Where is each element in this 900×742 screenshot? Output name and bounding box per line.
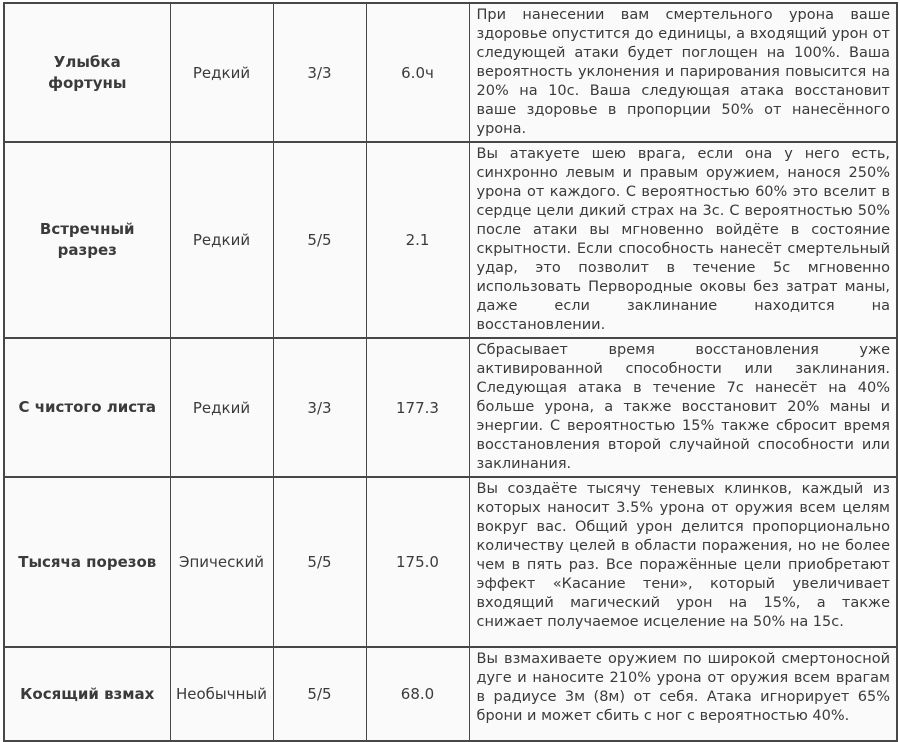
ability-description: Вы взмахиваете оружием по широкой смертоносной дуге и наносите 210% урона от оружия всем врагам в радиусе 3м (8м) от себя. Атака игнорирует 65% брони и может сбить с ног с вероятностью 40%.	[469, 647, 897, 741]
ability-rarity: Необычный	[170, 647, 273, 741]
ability-rank: 3/3	[273, 338, 366, 477]
abilities-table-container	[3, 2, 898, 742]
ability-rarity: Редкий	[170, 3, 273, 142]
ability-rank: 5/5	[273, 142, 366, 338]
ability-cooldown: 2.1	[366, 142, 469, 338]
table-row	[4, 338, 897, 477]
ability-description: Сбрасывает время восстановления уже активированной способности или заклинания. Следующая атака в течение 7с нанесёт на 40% больше урона, а также восстановит 20% маны и энергии. С вероятностью 15% также сбросит время восстановления второй случайной способности или заклинания.	[469, 338, 897, 477]
table-row	[4, 477, 897, 647]
ability-name: Тысяча порезов	[4, 477, 170, 647]
ability-name: Косящий взмах	[4, 647, 170, 741]
abilities-table	[3, 2, 898, 742]
ability-name: С чистого листа	[4, 338, 170, 477]
ability-name: Улыбка фортуны	[4, 3, 170, 142]
table-row	[4, 142, 897, 338]
ability-name: Встречный разрез	[4, 142, 170, 338]
table-row	[4, 647, 897, 741]
ability-rarity: Эпический	[170, 477, 273, 647]
table-row	[4, 3, 897, 142]
ability-description: Вы создаёте тысячу теневых клинков, каждый из которых наносит 3.5% урона от оружия всем целям вокруг вас. Общий урон делится пропорционально количеству целей в области поражения, но не более чем в пять раз. Все поражённые цели приобретают эффект «Касание тени», который увеличивает входящий магический урон на 15%, а также снижает получаемое исцеление на 50% на 15с.	[469, 477, 897, 647]
ability-cooldown: 177.3	[366, 338, 469, 477]
ability-description: Вы атакуете шею врага, если она у него есть, синхронно левым и правым оружием, нанося 250% урона от каждого. С вероятностью 60% это вселит в сердце цели дикий страх на 3с. С вероятностью 50% после атаки вы мгновенно войдёте в состояние скрытности. Если способность нанесёт смертельный удар, это позволит в течение 5с мгновенно использовать Первородные оковы без затрат маны, даже если заклинание находится на восстановлении.	[469, 142, 897, 338]
ability-cooldown: 175.0	[366, 477, 469, 647]
ability-cooldown: 68.0	[366, 647, 469, 741]
ability-cooldown: 6.0ч	[366, 3, 469, 142]
ability-rank: 3/3	[273, 3, 366, 142]
ability-description: При нанесении вам смертельного урона ваше здоровье опустится до единицы, а входящий урон от следующей атаки будет поглощен на 100%. Ваша вероятность уклонения и парирования повысится на 20% на 10с. Ваша следующая атака восстановит ваше здоровье в пропорции 50% от нанесённого урона.	[469, 3, 897, 142]
ability-rarity: Редкий	[170, 338, 273, 477]
ability-rarity: Редкий	[170, 142, 273, 338]
ability-rank: 5/5	[273, 477, 366, 647]
ability-rank: 5/5	[273, 647, 366, 741]
